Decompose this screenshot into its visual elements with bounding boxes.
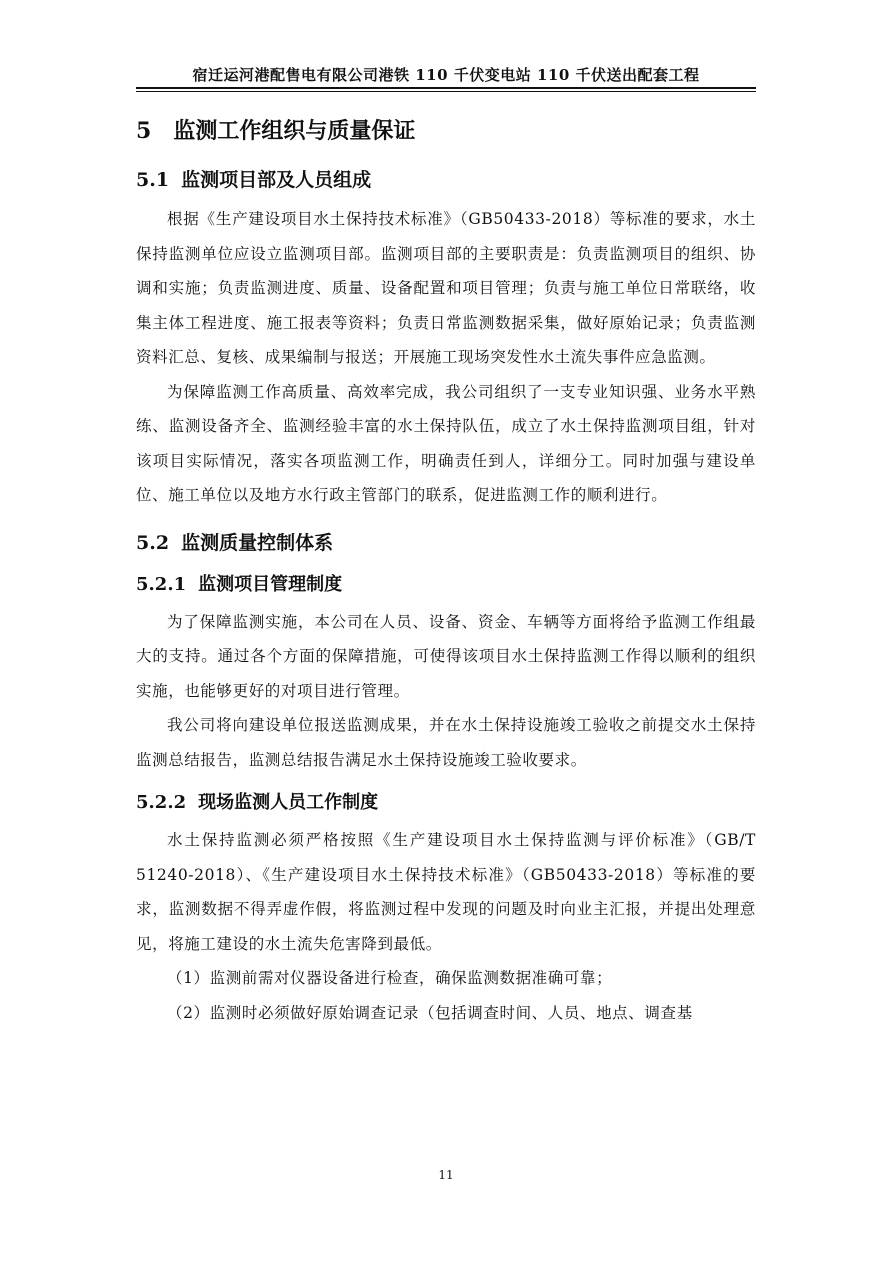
- header-rule-thin: [136, 91, 756, 92]
- section-heading-5: [136, 112, 756, 150]
- section-heading-5-1: [136, 164, 756, 196]
- section-number: 5.1: [136, 169, 170, 191]
- paragraph: 为了保障监测实施，本公司在人员、设备、资金、车辆等方面将给予监测工作组最大的支持。通过各个方面的保障措施，可使得该项目水土保持监测工作得以顺利的组织实施，也能够更好的对项目进行管理。: [136, 612, 756, 700]
- list-item: （2）监测时必须做好原始调查记录（包括调查时间、人员、地点、调查基: [167, 1003, 693, 1022]
- section-number: 5: [136, 118, 152, 144]
- paragraph: 我公司将向建设单位报送监测成果，并在水土保持设施竣工验收之前提交水土保持监测总结报告，监测总结报告满足水土保持设施竣工验收要求。: [136, 716, 756, 769]
- section-title: 监测质量控制体系: [181, 531, 334, 554]
- running-header: 宿迁运河港配售电有限公司港铁 110 千伏变电站 110 千伏送出配套工程: [192, 66, 700, 84]
- list-item: （1）监测前需对仪器设备进行检查，确保监测数据准确可靠；: [167, 969, 613, 987]
- section-number: 5.2.1: [136, 573, 187, 595]
- paragraph: 为保障监测工作高质量、高效率完成，我公司组织了一支专业知识强、业务水平熟练、监测设备齐全、监测经验丰富的水土保持队伍，成立了水土保持监测项目组，针对该项目实际情况，落实各项监测工作，明确责任到人，详细分工。同时加强与建设单位、施工单位以及地方水行政主管部门的联系，促进监测工作的顺利进行。: [136, 382, 756, 504]
- section-number: 5.2.2: [136, 792, 187, 813]
- section-title: 监测工作组织与质量保证: [173, 118, 416, 144]
- document-body: [136, 104, 756, 1030]
- page-number: 11: [438, 1168, 454, 1182]
- section-title: 监测项目管理制度: [198, 573, 343, 595]
- section-heading-5-2-1: [136, 569, 756, 601]
- section-title: 现场监测人员工作制度: [198, 792, 379, 813]
- header-rule: [136, 87, 756, 89]
- paragraph: 根据《生产建设项目水土保持技术标准》（GB50433-2018）等标准的要求，水土保持监测单位应设立监测项目部。监测项目部的主要职责是：负责监测项目的组织、协调和实施；负责监测进度、质量、设备配置和项目管理；负责与施工单位日常联络，收集主体工程进度、施工报表等资料；负责日常监测数据采集，做好原始记录；负责监测资料汇总、复核、成果编制与报送；开展施工现场突发性水土流失事件应急监测。: [136, 210, 756, 366]
- section-heading-5-2: [136, 527, 756, 559]
- section-heading-5-2-2: [136, 787, 756, 819]
- paragraph: 水土保持监测必须严格按照《生产建设项目水土保持监测与评价标准》（GB/T 51240-2018）、《生产建设项目水土保持技术标准》（GB50433-2018）等标准的要求，监测数据不得弄虚作假，将监测过程中发现的问题及时向业主汇报，并提出处理意见，将施工建设的水土流失危害降到最低。: [136, 831, 756, 953]
- section-title: 监测项目部及人员组成: [181, 169, 372, 191]
- section-number: 5.2: [136, 531, 170, 554]
